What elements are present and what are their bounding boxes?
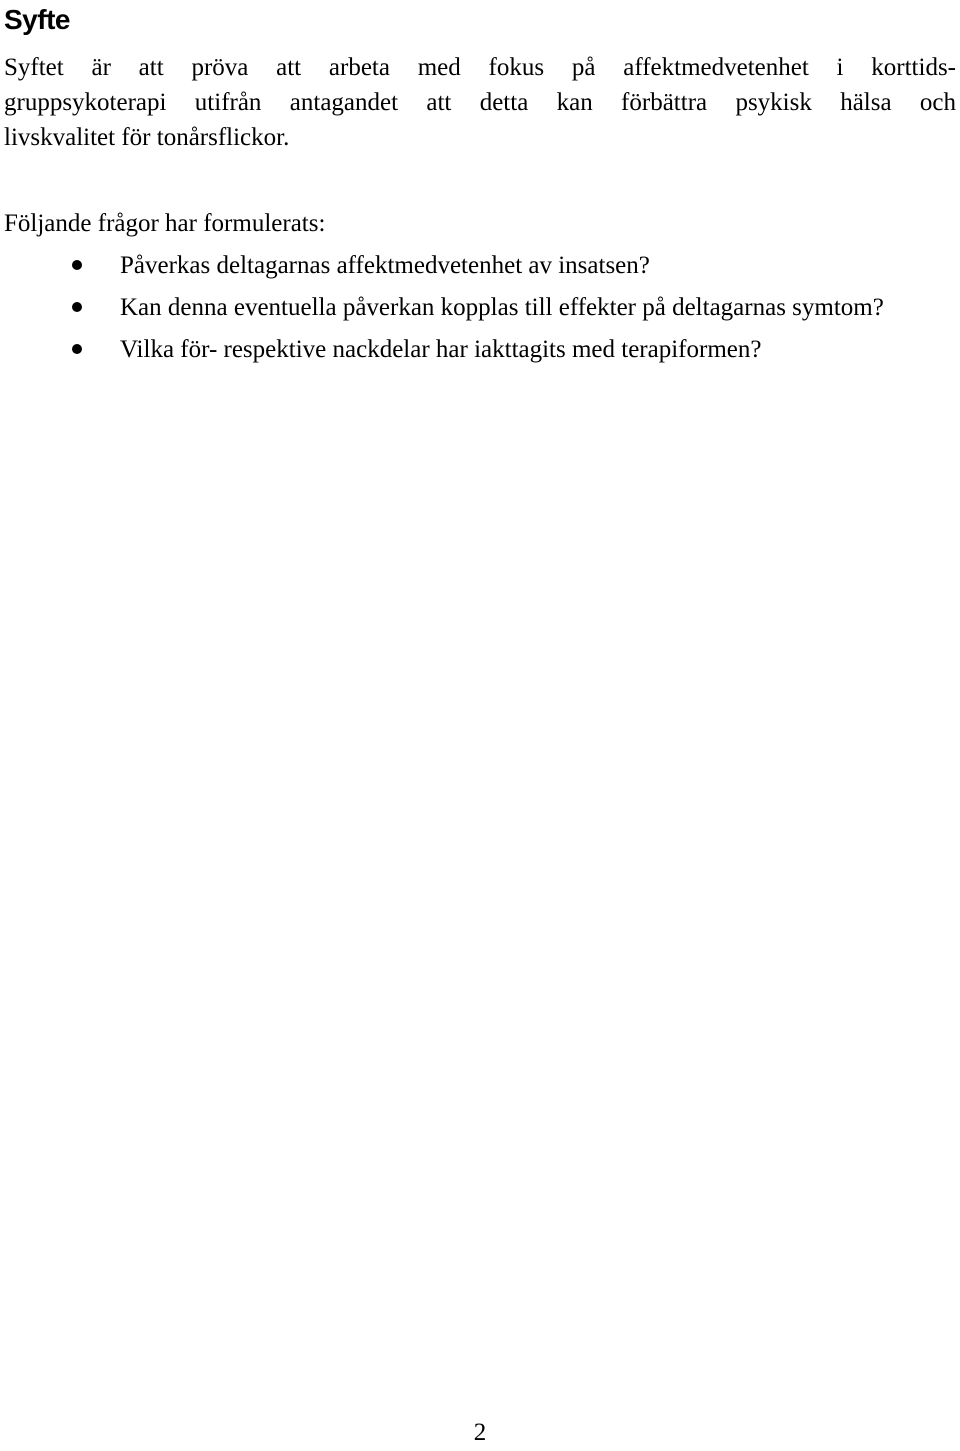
purpose-line: gruppsykoterapi utifrån antagandet att detta kan förbättra psykisk hälsa och [4, 89, 956, 116]
page-number: 2 [473, 1419, 487, 1446]
list-item [0, 332, 960, 367]
question-text: Vilka för- respektive nackdelar har iakttagits med terapiformen? [120, 336, 762, 363]
purpose-line: livskvalitet för tonårsflickor. [4, 124, 290, 151]
section-heading: Syfte [4, 4, 70, 35]
bullet-icon [72, 260, 82, 270]
purpose-line: Syftet är att pröva att arbeta med fokus på affektmedvetenhet i korttids- [4, 54, 956, 81]
questions-intro: Följande frågor har formulerats: [4, 210, 326, 237]
bullet-icon [72, 344, 82, 354]
purpose-paragraph [4, 50, 956, 155]
list-item [0, 290, 960, 325]
questions-list [0, 248, 960, 374]
bullet-icon [72, 302, 82, 312]
list-item [0, 248, 960, 283]
question-text: Kan denna eventuella påverkan kopplas till effekter på deltagarnas symtom? [120, 294, 884, 321]
question-text: Påverkas deltagarnas affektmedvetenhet av insatsen? [120, 252, 650, 279]
